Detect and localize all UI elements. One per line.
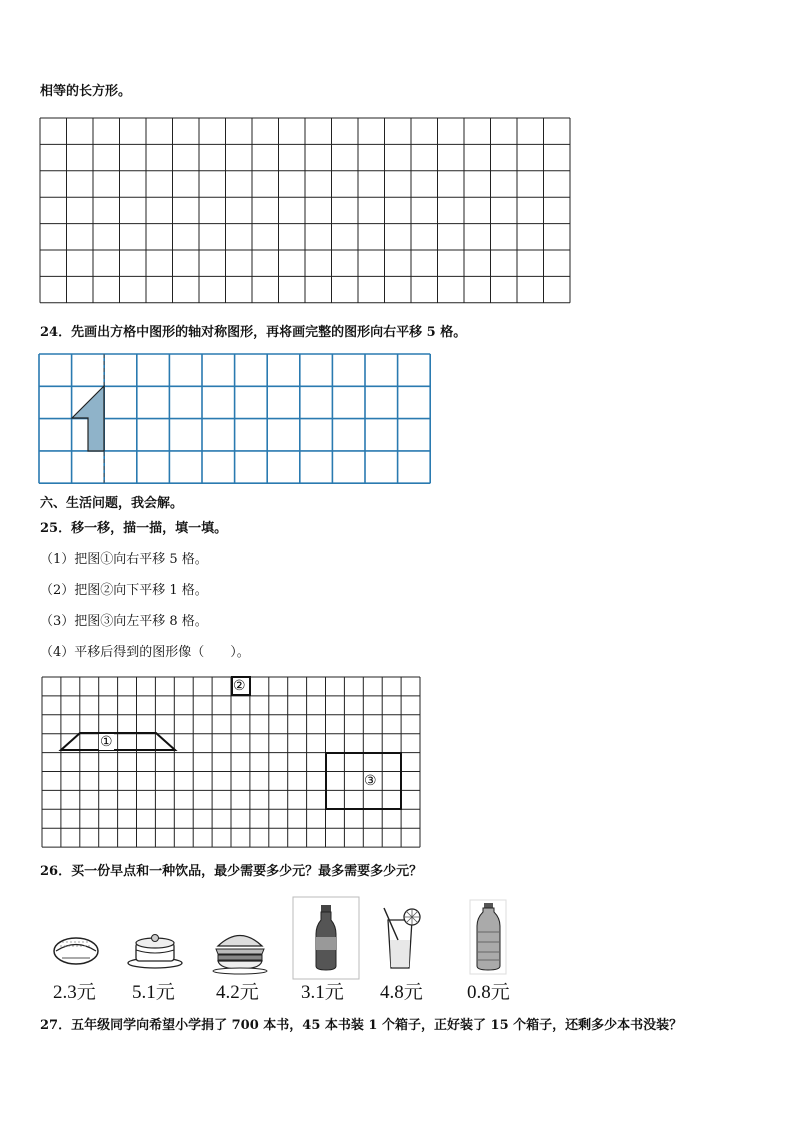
bread-icon: [54, 938, 98, 964]
price-water: 0.8元: [467, 982, 510, 1003]
q25-item-3: （3）把图③向左平移 8 格。: [40, 614, 208, 629]
price-cake: 5.1元: [132, 982, 175, 1003]
shape-2-label: ②: [233, 678, 246, 694]
q25-item-4: （4）平移后得到的图形像（ ）。: [40, 645, 250, 660]
question-27: 27．五年级同学向希望小学捐了 700 本书，45 本书装 1 个箱子，正好装了 15 个箱子，还剩多少本书没装？: [40, 1018, 683, 1033]
price-bread: 2.3元: [53, 982, 96, 1003]
price-juice: 4.8元: [380, 982, 423, 1003]
q25-item-2: （2）把图②向下平移 1 格。: [40, 583, 208, 598]
price-soda: 3.1元: [301, 982, 344, 1003]
half-shape: [72, 386, 104, 451]
q25-item-1: （1）把图①向右平移 5 格。: [40, 552, 208, 567]
juice-glass-icon: [384, 908, 420, 968]
section-6-title: 六、生活问题，我会解。: [40, 496, 184, 511]
soda-bottle-icon: [293, 897, 359, 979]
question-26: 26．买一份早点和一种饮品，最少需要多少元？最多需要多少元？: [40, 864, 423, 879]
shape-3-label: ③: [364, 773, 377, 789]
shape-1-trapezoid: [61, 733, 175, 750]
water-bottle-icon: [470, 900, 506, 974]
shape-1-label: ①: [100, 734, 113, 750]
question-25: 25．移一移，描一描，填一填。: [40, 521, 228, 536]
hamburger-icon: [213, 936, 267, 975]
price-hamburger: 4.2元: [216, 982, 259, 1003]
cake-icon: [128, 935, 182, 969]
continued-text: 相等的长方形。: [40, 84, 132, 99]
question-24: 24．先画出方格中图形的轴对称图形，再将画完整的图形向右平移 5 格。: [40, 325, 467, 340]
